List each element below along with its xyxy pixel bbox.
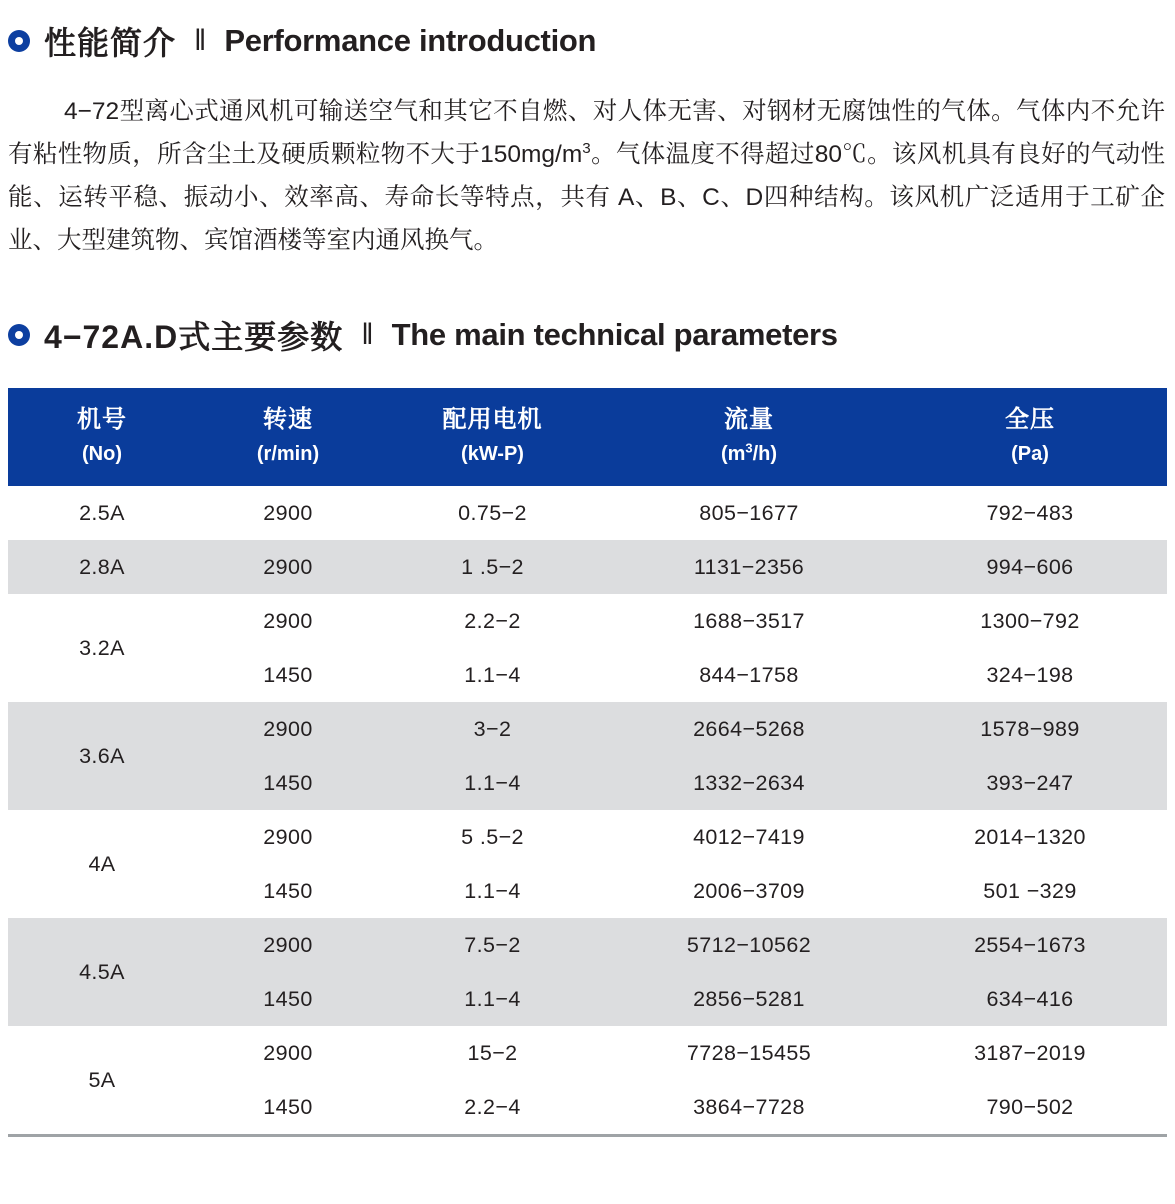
table-cell-speed: 2900: [196, 486, 380, 540]
table-cell-motor: 7.5−2: [380, 918, 605, 972]
table-row: [8, 918, 1167, 972]
header-en-flow-sup: 3: [745, 440, 753, 456]
table-header-cell-model: [8, 388, 196, 486]
circle-bullet-icon: [8, 30, 30, 52]
table-cell-speed: 1450: [196, 648, 380, 702]
table-cell-motor: 1 .5−2: [380, 540, 605, 594]
table-cell-pressure: 1300−792: [893, 594, 1167, 648]
table-cell-flow: 5712−10562: [605, 918, 893, 972]
table-cell-flow: 1688−3517: [605, 594, 893, 648]
table-cell-pressure: 324−198: [893, 648, 1167, 702]
section-heading-parameters: [8, 312, 1167, 358]
table-cell-pressure: 1578−989: [893, 702, 1167, 756]
section-heading-performance: [8, 18, 1167, 64]
section-title-separator: ‖: [194, 24, 207, 57]
table-cell-speed: 1450: [196, 1080, 380, 1134]
table-cell-model: 3.6A: [8, 702, 196, 810]
table-cell-pressure: 2014−1320: [893, 810, 1167, 864]
table-cell-motor: 0.75−2: [380, 486, 605, 540]
table-bottom-rule: [8, 1134, 1167, 1137]
section-title-cn: 性能简介: [44, 25, 177, 61]
table-cell-motor: 2.2−2: [380, 594, 605, 648]
table-cell-model: 2.8A: [8, 540, 196, 594]
table-cell-flow: 1332−2634: [605, 756, 893, 810]
table-cell-motor: 1.1−4: [380, 648, 605, 702]
table-cell-speed: 2900: [196, 1026, 380, 1080]
table-cell-flow: 7728−15455: [605, 1026, 893, 1080]
header-cn-speed: 转速: [263, 406, 313, 433]
table-cell-motor: 2.2−4: [380, 1080, 605, 1134]
table-cell-speed: 2900: [196, 540, 380, 594]
table-header: [8, 388, 1167, 486]
header-en-flow: [605, 438, 893, 470]
table-cell-flow: 844−1758: [605, 648, 893, 702]
table-cell-motor: 1.1−4: [380, 864, 605, 918]
section-title-separator: ‖: [361, 318, 374, 351]
table-cell-speed: 1450: [196, 864, 380, 918]
table-body: [8, 486, 1167, 1134]
header-cn-pressure: 全压: [1005, 406, 1055, 433]
table-cell-pressure: 790−502: [893, 1080, 1167, 1134]
table-cell-speed: 2900: [196, 810, 380, 864]
table-header-cell-speed: [196, 388, 380, 486]
table-cell-pressure: 393−247: [893, 756, 1167, 810]
paragraph-text-part2: 。气体温度不得超过80℃。该风机具有良好的气动性能、运转平稳、振动小、效率高、寿命长等特点，共有 A、B、C、D四种结构。该风机广泛适用于工矿企业、大型建筑物、宾馆酒楼等室内通风换气。: [8, 141, 1165, 254]
table-cell-model: 5A: [8, 1026, 196, 1134]
header-cn-flow: 流量: [724, 406, 774, 433]
section-title-en: The main technical parameters: [391, 317, 838, 352]
table-cell-motor: 1.1−4: [380, 756, 605, 810]
table-cell-motor: 15−2: [380, 1026, 605, 1080]
header-cn-motor: 配用电机: [442, 406, 543, 433]
header-en-flow-post: /h): [752, 443, 778, 465]
table-row: [8, 594, 1167, 648]
table-cell-model: 2.5A: [8, 486, 196, 540]
table-cell-flow: 1131−2356: [605, 540, 893, 594]
table-header-row: [8, 388, 1167, 486]
table-cell-speed: 1450: [196, 756, 380, 810]
section-title-en: Performance introduction: [224, 23, 597, 58]
parameters-table: [8, 388, 1167, 1134]
table-cell-flow: 805−1677: [605, 486, 893, 540]
performance-paragraph: [8, 90, 1167, 262]
table-header-cell-pressure: [893, 388, 1167, 486]
table-cell-motor: 3−2: [380, 702, 605, 756]
table-cell-flow: 2856−5281: [605, 972, 893, 1026]
table-cell-pressure: 2554−1673: [893, 918, 1167, 972]
table-row: [8, 810, 1167, 864]
table-cell-flow: 2006−3709: [605, 864, 893, 918]
paragraph-superscript: 3: [582, 139, 591, 157]
section-title-cn: 4−72A.D式主要参数: [44, 319, 344, 355]
table-row: [8, 540, 1167, 594]
table-cell-speed: 2900: [196, 702, 380, 756]
header-cn-model: 机号: [77, 406, 127, 433]
header-en-model: (No): [82, 443, 122, 465]
table-cell-speed: 2900: [196, 918, 380, 972]
table-cell-pressure: 634−416: [893, 972, 1167, 1026]
table-cell-pressure: 3187−2019: [893, 1026, 1167, 1080]
table-cell-pressure: 792−483: [893, 486, 1167, 540]
table-row: [8, 702, 1167, 756]
table-cell-flow: 2664−5268: [605, 702, 893, 756]
table-cell-pressure: 501 −329: [893, 864, 1167, 918]
table-cell-model: 4.5A: [8, 918, 196, 1026]
circle-bullet-icon: [8, 324, 30, 346]
header-en-pressure: (Pa): [1011, 443, 1049, 465]
table-header-cell-flow: [605, 388, 893, 486]
table-cell-model: 3.2A: [8, 594, 196, 702]
header-en-speed: (r/min): [256, 443, 320, 465]
table-cell-model: 4A: [8, 810, 196, 918]
table-cell-pressure: 994−606: [893, 540, 1167, 594]
table-row: [8, 1026, 1167, 1080]
header-en-motor: (kW-P): [461, 443, 524, 465]
table-cell-flow: 3864−7728: [605, 1080, 893, 1134]
paragraph-text-part1: 4−72型离心式通风机可输送空气和其它不自燃、对人体无害、对钢材无腐蚀性的气体。气体内不允许有粘性物质，所含尘土及硬质颗粒物不大于150mg/m: [8, 98, 1165, 168]
table-cell-motor: 5 .5−2: [380, 810, 605, 864]
document-page: [0, 18, 1175, 1137]
table-cell-speed: 1450: [196, 972, 380, 1026]
table-cell-speed: 2900: [196, 594, 380, 648]
table-header-cell-motor: [380, 388, 605, 486]
header-en-flow-pre: (m: [720, 443, 746, 465]
table-cell-flow: 4012−7419: [605, 810, 893, 864]
table-cell-motor: 1.1−4: [380, 972, 605, 1026]
table-row: [8, 486, 1167, 540]
